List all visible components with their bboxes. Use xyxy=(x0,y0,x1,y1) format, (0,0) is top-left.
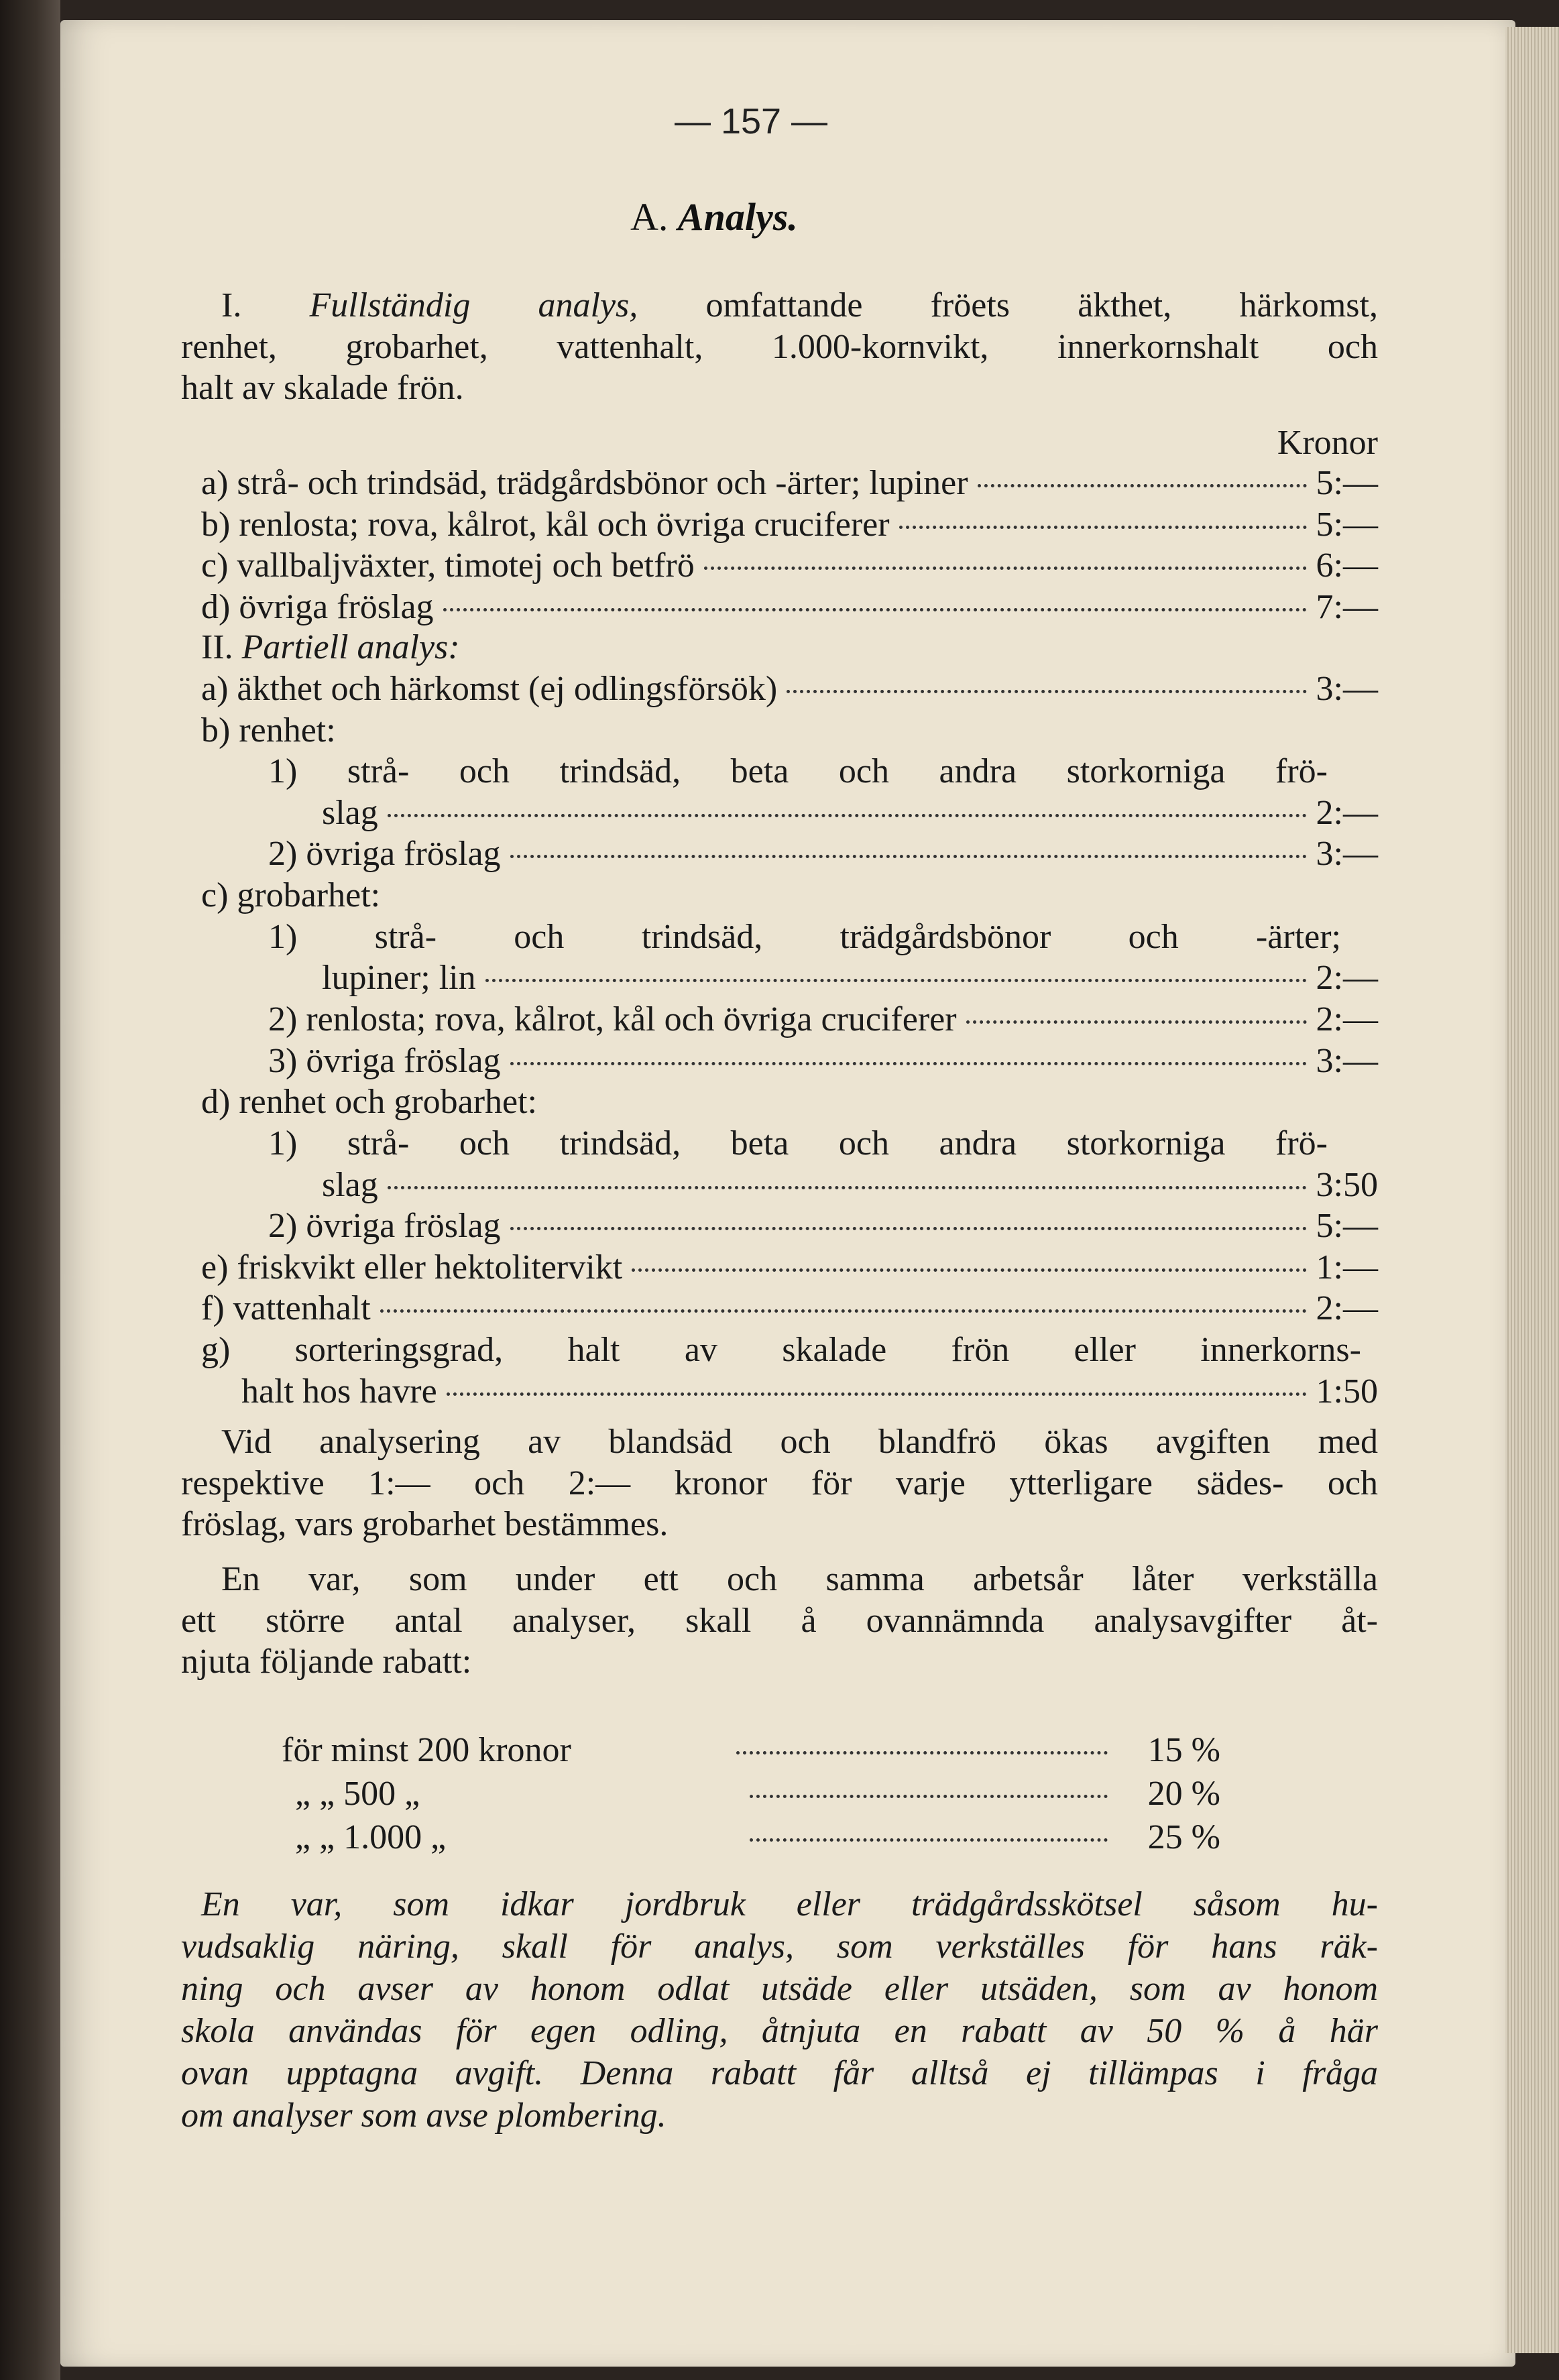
item-line: 1) strå- och trindsäd, beta och andra storkorniga frö- xyxy=(268,1124,1328,1163)
intro-line-1: I. Fullständig analys, omfattande fröets äkthet, härkomst, xyxy=(221,286,1378,324)
page-number: — 157 — xyxy=(674,101,828,141)
page-stack-edge xyxy=(1505,27,1559,2353)
item-line: g) sorteringsgrad, halt av skalade frön eller innerkorns- xyxy=(201,1331,1361,1369)
fee-row: 2) övriga fröslag 3:— xyxy=(268,835,1378,873)
note-line: ovan upptagna avgift. Denna rabatt får alltså ej tillämpas i fråga xyxy=(181,2054,1378,2092)
fee-row: b) renlosta; rova, kålrot, kål och övriga cruciferer 5:— xyxy=(201,505,1378,544)
section-heading xyxy=(630,194,899,239)
item-line: 1) strå- och trindsäd, trädgårdsbönor och -ärter; xyxy=(268,918,1341,956)
fee-row: 3) övriga fröslag 3:— xyxy=(268,1042,1378,1080)
partial-heading: II. Partiell analys: xyxy=(201,628,460,666)
discount-row: för minst 200 kronor 15 % xyxy=(282,1731,1220,1769)
fee-row: slag 2:— xyxy=(322,794,1378,832)
fee-row: 2) renlosta; rova, kålrot, kål och övriga cruciferer 2:— xyxy=(268,1000,1378,1038)
subsection-label: c) grobarhet: xyxy=(201,876,381,914)
fee-row: lupiner; lin 2:— xyxy=(322,959,1378,997)
paragraph-line: En var, som under ett och samma arbetsår låter verkställa xyxy=(221,1560,1378,1598)
section-title: Analys. xyxy=(677,195,798,239)
fee-row: f) vattenhalt 2:— xyxy=(201,1289,1378,1327)
fee-row: c) vallbaljväxter, timotej och betfrö 6:— xyxy=(201,546,1378,585)
book-spine-shadow xyxy=(0,0,60,2380)
fee-row: d) övriga fröslag 7:— xyxy=(201,588,1378,626)
item-line: 1) strå- och trindsäd, beta och andra storkorniga frö- xyxy=(268,752,1328,790)
fee-row: halt hos havre 1:50 xyxy=(241,1372,1378,1411)
paragraph-line: ett större antal analyser, skall å ovannämnda analysavgifter åt- xyxy=(181,1602,1378,1640)
section-prefix: A. xyxy=(630,195,669,239)
currency-header: Kronor xyxy=(1277,424,1378,462)
paragraph-line: njuta följande rabatt: xyxy=(181,1643,472,1681)
paragraph-line: fröslag, vars grobarhet bestämmes. xyxy=(181,1505,669,1543)
paragraph-line: respektive 1:— och 2:— kronor för varje ytterligare sädes- och xyxy=(181,1464,1378,1502)
fee-row: a) äkthet och härkomst (ej odlingsförsök) 3:— xyxy=(201,670,1378,708)
subsection-label: d) renhet och grobarhet: xyxy=(201,1083,538,1121)
paragraph-line: Vid analysering av blandsäd och blandfrö ökas avgiften med xyxy=(221,1423,1378,1461)
fee-row: 2) övriga fröslag 5:— xyxy=(268,1207,1378,1245)
discount-row: „ „ 500 „ 20 % xyxy=(295,1775,1220,1813)
fee-row: e) friskvikt eller hektolitervikt 1:— xyxy=(201,1248,1378,1287)
note-line: En var, som idkar jordbruk eller trädgårdsskötsel såsom hu- xyxy=(201,1885,1378,1923)
fee-row: a) strå- och trindsäd, trädgårdsbönor och -ärter; lupiner 5:— xyxy=(201,464,1378,502)
note-line: om analyser som avse plombering. xyxy=(181,2096,667,2135)
subsection-label: b) renhet: xyxy=(201,711,336,750)
discount-row: „ „ 1.000 „ 25 % xyxy=(295,1818,1220,1856)
intro-line-2: renhet, grobarhet, vattenhalt, 1.000-kornvikt, innerkornshalt och xyxy=(181,328,1378,366)
intro-line-3: halt av skalade frön. xyxy=(181,369,464,407)
fee-row: slag 3:50 xyxy=(322,1166,1378,1204)
note-line: vudsaklig näring, skall för analys, som verkställes för hans räk- xyxy=(181,1927,1378,1966)
note-line: skola användas för egen odling, åtnjuta en rabatt av 50 % å här xyxy=(181,2012,1378,2050)
note-line: ning och avser av honom odlat utsäde eller utsäden, som av honom xyxy=(181,1970,1378,2008)
